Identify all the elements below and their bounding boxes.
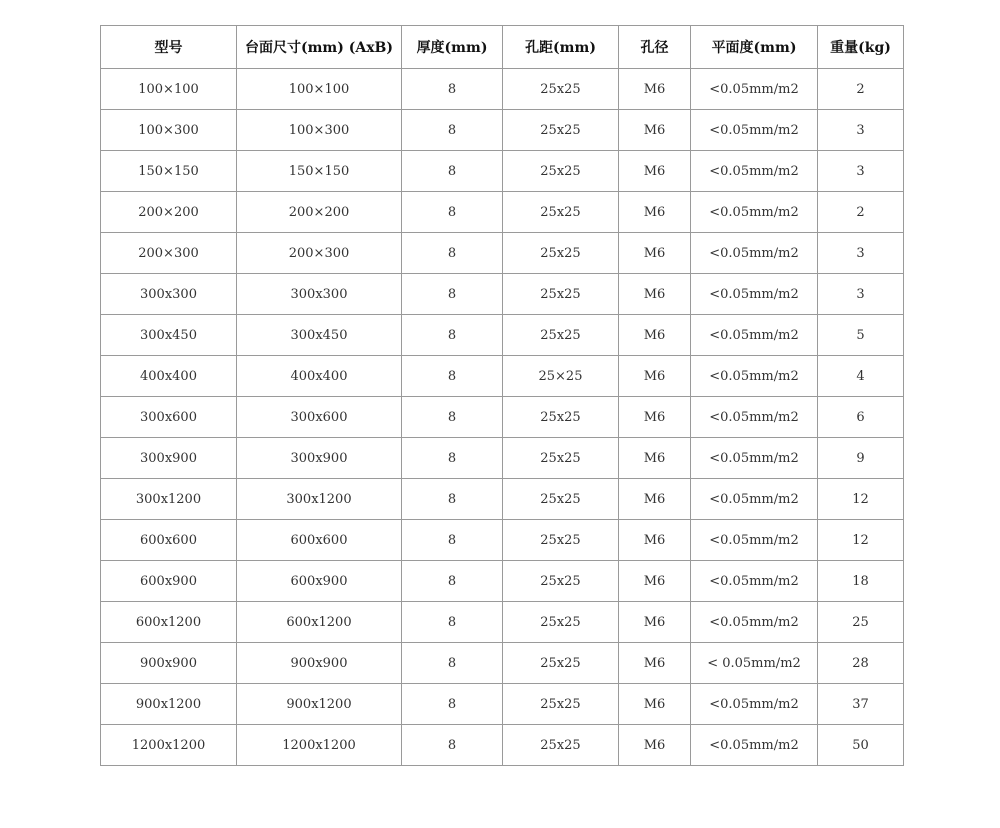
cell-hole-spacing: 25x25 xyxy=(503,151,619,192)
table-row xyxy=(101,602,904,643)
table-row xyxy=(101,725,904,766)
cell-thickness: 8 xyxy=(402,643,503,684)
cell-hole-diameter: M6 xyxy=(619,356,691,397)
table-row xyxy=(101,561,904,602)
cell-weight: 2 xyxy=(818,192,904,233)
cell-thickness: 8 xyxy=(402,684,503,725)
cell-thickness: 8 xyxy=(402,315,503,356)
cell-surface-size: 900x1200 xyxy=(237,684,402,725)
table-row xyxy=(101,479,904,520)
cell-model: 100×300 xyxy=(101,110,237,151)
cell-hole-spacing: 25x25 xyxy=(503,643,619,684)
cell-thickness: 8 xyxy=(402,110,503,151)
cell-thickness: 8 xyxy=(402,602,503,643)
cell-thickness: 8 xyxy=(402,397,503,438)
cell-flatness: <0.05mm/m2 xyxy=(691,274,818,315)
cell-surface-size: 300x300 xyxy=(237,274,402,315)
cell-thickness: 8 xyxy=(402,520,503,561)
cell-flatness: <0.05mm/m2 xyxy=(691,110,818,151)
table-row xyxy=(101,684,904,725)
cell-surface-size: 100×300 xyxy=(237,110,402,151)
cell-thickness: 8 xyxy=(402,725,503,766)
table-row xyxy=(101,151,904,192)
cell-hole-diameter: M6 xyxy=(619,561,691,602)
cell-model: 300x450 xyxy=(101,315,237,356)
header-weight: 重量(kg) xyxy=(818,26,904,69)
cell-surface-size: 200×300 xyxy=(237,233,402,274)
cell-thickness: 8 xyxy=(402,356,503,397)
table-row xyxy=(101,233,904,274)
cell-hole-spacing: 25x25 xyxy=(503,233,619,274)
cell-hole-spacing: 25x25 xyxy=(503,479,619,520)
cell-surface-size: 600x600 xyxy=(237,520,402,561)
header-thickness: 厚度(mm) xyxy=(402,26,503,69)
cell-flatness: <0.05mm/m2 xyxy=(691,561,818,602)
cell-thickness: 8 xyxy=(402,479,503,520)
cell-flatness: <0.05mm/m2 xyxy=(691,192,818,233)
cell-model: 600x600 xyxy=(101,520,237,561)
header-hole-diameter: 孔径 xyxy=(619,26,691,69)
cell-flatness: <0.05mm/m2 xyxy=(691,397,818,438)
cell-weight: 9 xyxy=(818,438,904,479)
cell-weight: 37 xyxy=(818,684,904,725)
header-model: 型号 xyxy=(101,26,237,69)
cell-hole-spacing: 25x25 xyxy=(503,315,619,356)
cell-hole-spacing: 25x25 xyxy=(503,561,619,602)
cell-model: 900x900 xyxy=(101,643,237,684)
table-row xyxy=(101,356,904,397)
cell-hole-diameter: M6 xyxy=(619,438,691,479)
cell-hole-diameter: M6 xyxy=(619,602,691,643)
table-row xyxy=(101,315,904,356)
cell-flatness: <0.05mm/m2 xyxy=(691,233,818,274)
cell-hole-diameter: M6 xyxy=(619,725,691,766)
cell-hole-spacing: 25x25 xyxy=(503,684,619,725)
header-flatness: 平面度(mm) xyxy=(691,26,818,69)
cell-model: 300x300 xyxy=(101,274,237,315)
cell-hole-spacing: 25x25 xyxy=(503,69,619,110)
cell-model: 400x400 xyxy=(101,356,237,397)
cell-model: 300x1200 xyxy=(101,479,237,520)
cell-thickness: 8 xyxy=(402,69,503,110)
cell-weight: 3 xyxy=(818,233,904,274)
cell-model: 300x900 xyxy=(101,438,237,479)
cell-hole-spacing: 25x25 xyxy=(503,725,619,766)
cell-hole-diameter: M6 xyxy=(619,520,691,561)
cell-flatness: <0.05mm/m2 xyxy=(691,602,818,643)
cell-hole-spacing: 25x25 xyxy=(503,192,619,233)
cell-hole-spacing: 25x25 xyxy=(503,397,619,438)
cell-hole-diameter: M6 xyxy=(619,643,691,684)
cell-weight: 6 xyxy=(818,397,904,438)
cell-flatness: <0.05mm/m2 xyxy=(691,479,818,520)
cell-thickness: 8 xyxy=(402,438,503,479)
cell-surface-size: 600x900 xyxy=(237,561,402,602)
cell-flatness: <0.05mm/m2 xyxy=(691,315,818,356)
cell-hole-diameter: M6 xyxy=(619,315,691,356)
cell-flatness: < 0.05mm/m2 xyxy=(691,643,818,684)
cell-hole-spacing: 25x25 xyxy=(503,602,619,643)
cell-surface-size: 300x450 xyxy=(237,315,402,356)
cell-weight: 2 xyxy=(818,69,904,110)
cell-surface-size: 200×200 xyxy=(237,192,402,233)
cell-hole-diameter: M6 xyxy=(619,274,691,315)
table-row xyxy=(101,274,904,315)
cell-flatness: <0.05mm/m2 xyxy=(691,684,818,725)
table-row xyxy=(101,397,904,438)
cell-surface-size: 400x400 xyxy=(237,356,402,397)
cell-surface-size: 300x1200 xyxy=(237,479,402,520)
cell-weight: 28 xyxy=(818,643,904,684)
cell-model: 600x900 xyxy=(101,561,237,602)
table-row xyxy=(101,438,904,479)
cell-thickness: 8 xyxy=(402,151,503,192)
cell-surface-size: 150×150 xyxy=(237,151,402,192)
cell-surface-size: 100×100 xyxy=(237,69,402,110)
cell-thickness: 8 xyxy=(402,192,503,233)
table-row xyxy=(101,192,904,233)
cell-weight: 3 xyxy=(818,151,904,192)
cell-surface-size: 600x1200 xyxy=(237,602,402,643)
table-body xyxy=(101,69,904,766)
cell-hole-diameter: M6 xyxy=(619,479,691,520)
cell-weight: 25 xyxy=(818,602,904,643)
cell-model: 100×100 xyxy=(101,69,237,110)
table-row xyxy=(101,520,904,561)
header-row xyxy=(101,26,904,69)
header-surface-size: 台面尺寸(mm) (AxB) xyxy=(237,26,402,69)
cell-weight: 3 xyxy=(818,110,904,151)
cell-model: 200×200 xyxy=(101,192,237,233)
cell-flatness: <0.05mm/m2 xyxy=(691,438,818,479)
cell-hole-diameter: M6 xyxy=(619,233,691,274)
header-hole-spacing: 孔距(mm) xyxy=(503,26,619,69)
cell-surface-size: 300x900 xyxy=(237,438,402,479)
spec-table xyxy=(100,25,904,766)
cell-weight: 50 xyxy=(818,725,904,766)
cell-hole-diameter: M6 xyxy=(619,397,691,438)
cell-hole-spacing: 25x25 xyxy=(503,438,619,479)
cell-thickness: 8 xyxy=(402,274,503,315)
cell-weight: 12 xyxy=(818,479,904,520)
cell-weight: 4 xyxy=(818,356,904,397)
cell-hole-diameter: M6 xyxy=(619,192,691,233)
cell-surface-size: 1200x1200 xyxy=(237,725,402,766)
cell-hole-spacing: 25x25 xyxy=(503,110,619,151)
cell-model: 600x1200 xyxy=(101,602,237,643)
cell-model: 200×300 xyxy=(101,233,237,274)
table-row xyxy=(101,643,904,684)
cell-model: 150×150 xyxy=(101,151,237,192)
cell-hole-diameter: M6 xyxy=(619,110,691,151)
cell-flatness: <0.05mm/m2 xyxy=(691,69,818,110)
cell-surface-size: 300x600 xyxy=(237,397,402,438)
cell-surface-size: 900x900 xyxy=(237,643,402,684)
cell-hole-diameter: M6 xyxy=(619,151,691,192)
cell-weight: 3 xyxy=(818,274,904,315)
cell-thickness: 8 xyxy=(402,233,503,274)
cell-hole-spacing: 25x25 xyxy=(503,520,619,561)
cell-hole-diameter: M6 xyxy=(619,69,691,110)
cell-flatness: <0.05mm/m2 xyxy=(691,356,818,397)
cell-hole-spacing: 25×25 xyxy=(503,356,619,397)
cell-weight: 12 xyxy=(818,520,904,561)
cell-thickness: 8 xyxy=(402,561,503,602)
cell-hole-diameter: M6 xyxy=(619,684,691,725)
cell-weight: 18 xyxy=(818,561,904,602)
cell-model: 300x600 xyxy=(101,397,237,438)
cell-model: 1200x1200 xyxy=(101,725,237,766)
cell-hole-spacing: 25x25 xyxy=(503,274,619,315)
cell-model: 900x1200 xyxy=(101,684,237,725)
table-row xyxy=(101,110,904,151)
table-header xyxy=(101,26,904,69)
cell-flatness: <0.05mm/m2 xyxy=(691,151,818,192)
cell-flatness: <0.05mm/m2 xyxy=(691,725,818,766)
cell-weight: 5 xyxy=(818,315,904,356)
cell-flatness: <0.05mm/m2 xyxy=(691,520,818,561)
table-row xyxy=(101,69,904,110)
